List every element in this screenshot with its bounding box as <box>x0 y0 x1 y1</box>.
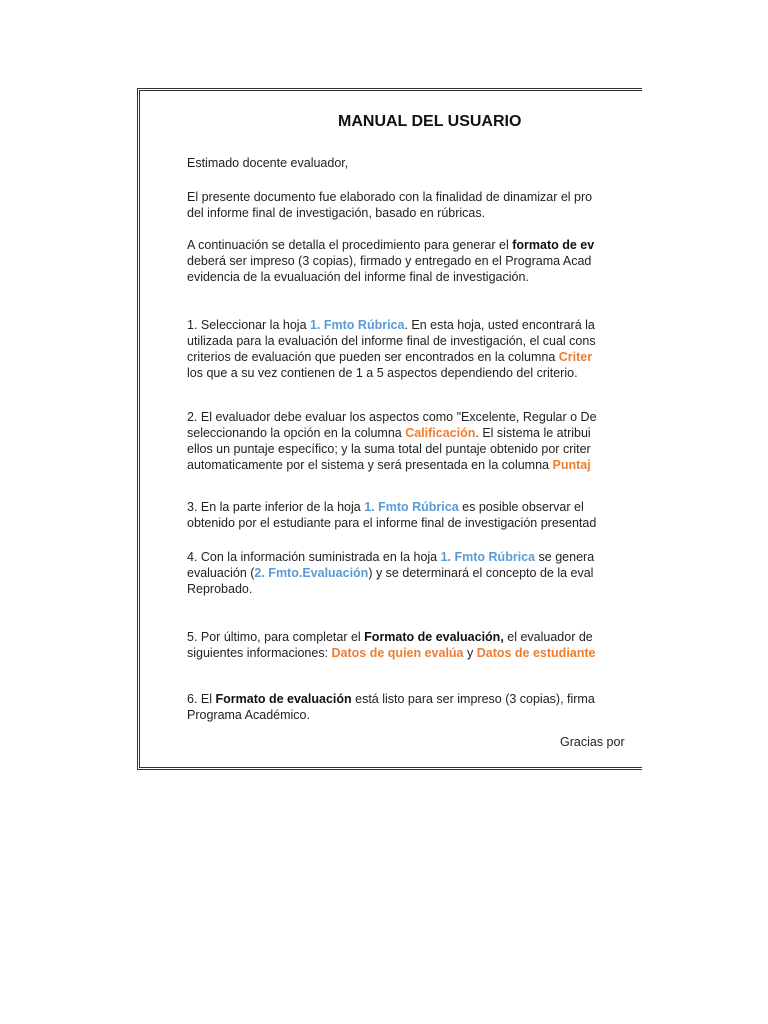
step-5-text-c: el evaluador de <box>503 630 593 644</box>
step-2-line-4 <box>187 457 597 473</box>
step-4-line-2 <box>187 565 594 581</box>
step-5-text-2a: siguientes informaciones: <box>187 646 332 660</box>
step-1-paragraph <box>187 317 596 381</box>
step-2-line-2 <box>187 425 597 441</box>
intro-paragraph <box>187 189 592 221</box>
step-4-text-a: 4. Con la información suministrada en la hoja <box>187 550 441 564</box>
document-frame <box>137 88 642 770</box>
puntaje-column-term: Puntaj <box>552 458 591 472</box>
greeting <box>187 155 348 171</box>
intro-line-1: El presente documento fue elaborado con la finalidad de dinamizar el pro <box>187 190 593 204</box>
document-page <box>140 91 642 767</box>
step-2-paragraph <box>187 409 597 473</box>
step-1-text-3a: criterios de evaluación que pueden ser encontrados en la columna <box>187 350 559 364</box>
step-4-line-1 <box>187 549 594 565</box>
calificacion-column-term: Calificación <box>405 426 476 440</box>
step-6-text-c: está listo para ser impreso (3 copias), firma <box>351 692 595 706</box>
fmto-rubrica-link[interactable]: 1. Fmto Rúbrica <box>440 550 536 564</box>
fmto-evaluacion-link[interactable]: 2. Fmto.Evaluación <box>254 566 369 580</box>
procedure-line-2: deberá ser impreso (3 copias), firmado y entregado en el Programa Acad <box>187 254 592 268</box>
datos-estudiante-term: Datos de estudiante <box>476 646 596 660</box>
step-1-text-c: . En esta hoja, usted encontrará la <box>404 318 595 332</box>
fmto-rubrica-link[interactable]: 1. Fmto Rúbrica <box>310 318 405 332</box>
step-5-paragraph <box>187 629 596 661</box>
criterio-column-term: Criter <box>558 350 593 364</box>
step-1-line-3 <box>187 349 596 365</box>
step-3-line-2: obtenido por el estudiante para el informe final de investigación presentad <box>187 516 597 530</box>
step-2-text-a: seleccionando la opción en la columna <box>187 426 406 440</box>
step-6-line-2: Programa Académico. <box>187 708 310 722</box>
procedure-paragraph <box>187 237 594 285</box>
step-5-text-2c: y <box>463 646 477 660</box>
step-4-text-c: se genera <box>535 550 595 564</box>
step-1-line-1 <box>187 317 596 333</box>
step-6-line-1 <box>187 691 595 707</box>
greeting-text: Estimado docente evaluador, <box>187 156 349 170</box>
step-5-line-1 <box>187 629 596 645</box>
step-2-line-1: 2. El evaluador debe evaluar los aspectos como "Excelente, Regular o De <box>187 410 597 424</box>
intro-line-2: del informe final de investigación, basado en rúbricas. <box>187 206 486 220</box>
step-3-text-a: 3. En la parte inferior de la hoja <box>187 500 365 514</box>
procedure-line-1 <box>187 237 594 253</box>
formato-evaluacion-term: formato de ev <box>512 238 595 252</box>
step-4-text-2a: evaluación ( <box>187 566 255 580</box>
step-5-line-2 <box>187 645 596 661</box>
step-4-text-2c: ) y se determinará el concepto de la eval <box>368 566 594 580</box>
step-4-paragraph <box>187 549 594 597</box>
fmto-rubrica-link[interactable]: 1. Fmto Rúbrica <box>364 500 459 514</box>
step-2-text-c: . El sistema le atribui <box>475 426 591 440</box>
step-1-line-2: utilizada para la evaluación del informe final de investigación, el cual cons <box>187 334 596 348</box>
procedure-line-1-text: A continuación se detalla el procedimiento para generar el <box>187 238 513 252</box>
step-3-paragraph <box>187 499 596 531</box>
step-3-text-c: es posible observar el <box>458 500 584 514</box>
formato-evaluacion-term: Formato de evaluación <box>215 692 352 706</box>
step-6-paragraph <box>187 691 595 723</box>
step-2-line-3: ellos un puntaje específico; y la suma total del puntaje obtenido por criter <box>187 442 591 456</box>
procedure-line-3: evidencia de la evualuación del informe final de investigación. <box>187 270 529 284</box>
document-title: MANUAL DEL USUARIO <box>338 113 522 130</box>
step-1-text-a: 1. Seleccionar la hoja <box>187 318 310 332</box>
datos-quien-evalua-term: Datos de quien evalúa <box>331 646 464 660</box>
step-4-line-3: Reprobado. <box>187 582 253 596</box>
closing-text: Gracias por <box>560 735 625 749</box>
step-6-text-a: 6. El <box>187 692 216 706</box>
step-1-line-4: los que a su vez contienen de 1 a 5 aspectos dependiendo del criterio. <box>187 366 578 380</box>
step-3-line-1 <box>187 499 596 515</box>
step-5-text-a: 5. Por último, para completar el <box>187 630 365 644</box>
formato-evaluacion-term: Formato de evaluación, <box>364 630 504 644</box>
step-2-text-4a: automaticamente por el sistema y será presentada en la columna <box>187 458 553 472</box>
